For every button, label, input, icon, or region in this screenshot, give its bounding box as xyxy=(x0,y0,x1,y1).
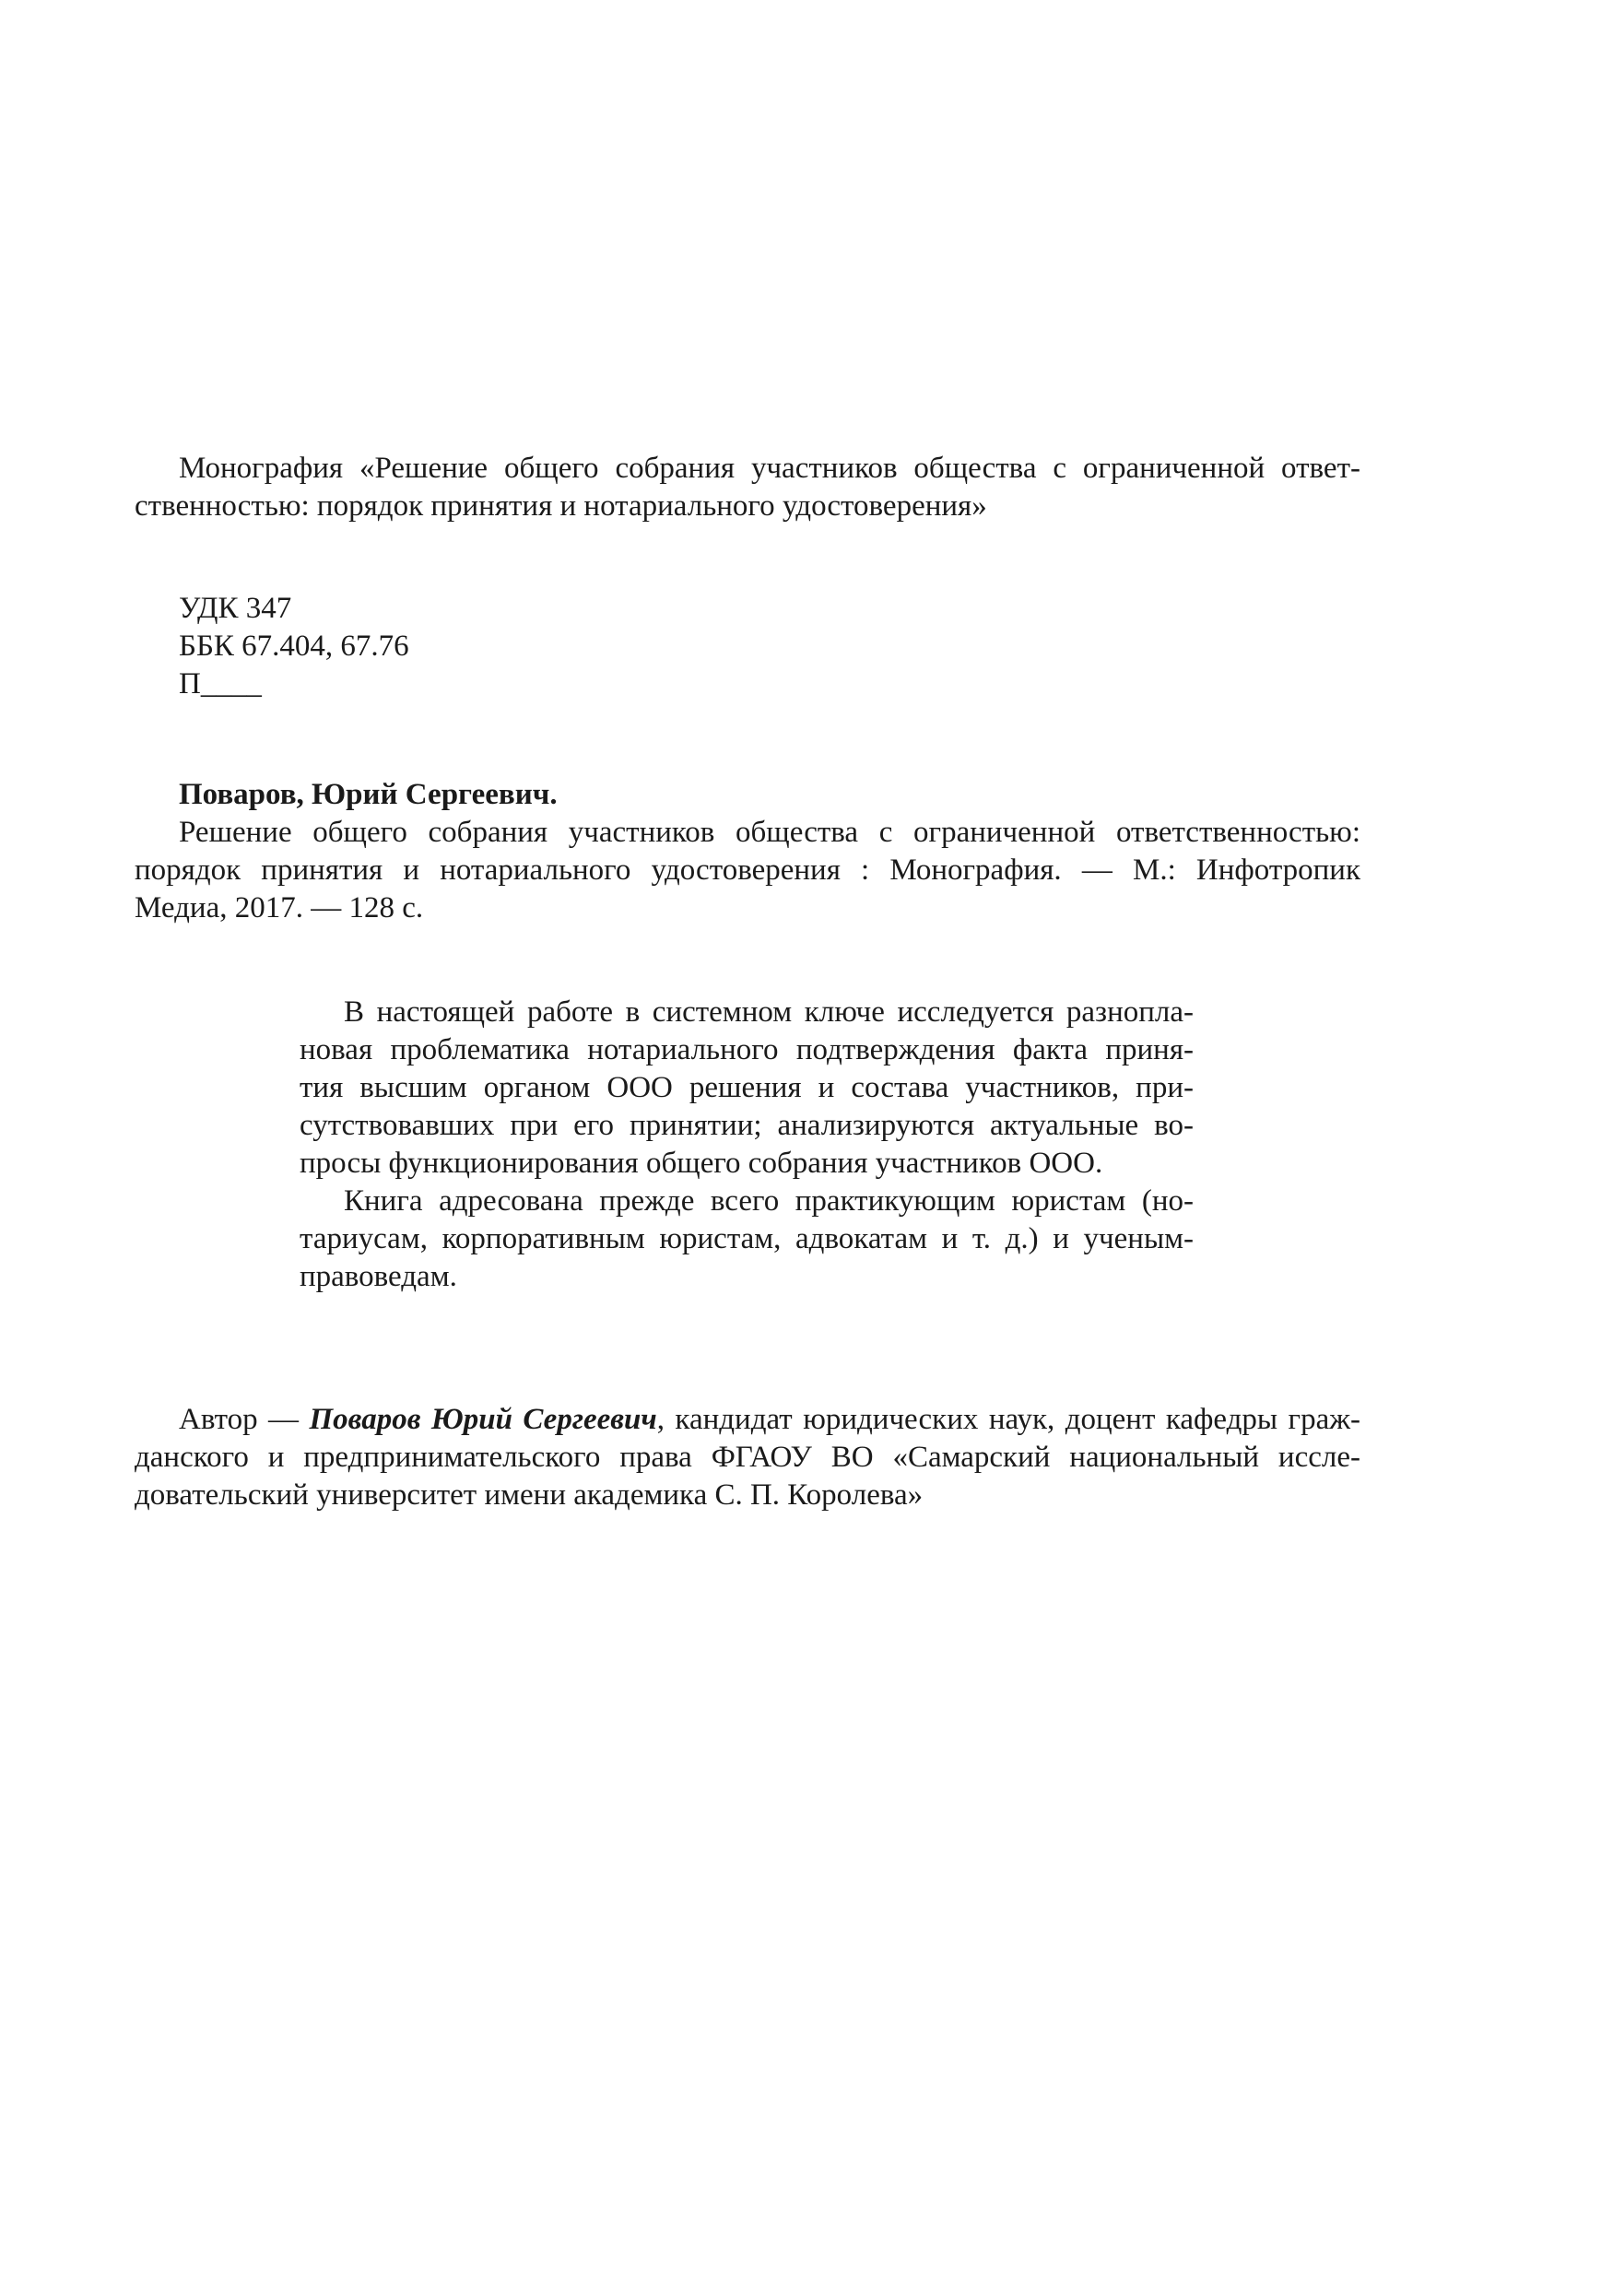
annotation-line: тия высшим органом ООО решения и состава участников, при- xyxy=(300,1071,1194,1104)
bib-entry-line: порядок принятия и нотариального удостоверения : Монография. — М.: Инфотропик xyxy=(135,854,1360,887)
monograph-note-line: Монография «Решение общего собрания участников общества с ограниченной ответ- xyxy=(179,452,1360,485)
bbk-code: ББК 67.404, 67.76 xyxy=(179,630,409,663)
annotation xyxy=(300,994,1194,1296)
author-note xyxy=(135,1401,1360,1514)
author-note-line xyxy=(135,1401,1360,1439)
monograph-note-line: ственностью: порядок принятия и нотариального удостоверения» xyxy=(135,489,987,523)
bib-entry-line: Решение общего собрания участников общества с ограниченной ответственностью: xyxy=(179,816,1360,849)
annotation-line: сутствовавших при его принятии; анализируются актуальные во- xyxy=(300,1109,1194,1142)
author-mark: П____ xyxy=(179,667,262,701)
classification-codes xyxy=(135,590,1360,703)
annotation-line: просы функционирования общего собрания участников ООО. xyxy=(300,1147,1103,1180)
annotation-line: Книга адресована прежде всего практикующим юристам (но- xyxy=(344,1184,1194,1218)
bib-entry-line: Медиа, 2017. — 128 с. xyxy=(135,891,424,924)
monograph-note xyxy=(135,450,1360,525)
author-note-rest: , кандидат юридических наук, доцент кафедры граж- xyxy=(656,1403,1361,1436)
annotation-line: тариусам, корпоративным юристам, адвокатам и т. д.) и ученым- xyxy=(300,1222,1194,1255)
author-note-line: довательский университет имени академика С. П. Королева» xyxy=(135,1478,924,1512)
annotation-line: В настоящей работе в системном ключе исследуется разнопла- xyxy=(344,995,1194,1029)
bibliographic-entry xyxy=(135,776,1360,927)
author-name: Поваров Юрий Сергеевич xyxy=(309,1403,657,1436)
annotation-line: правоведам. xyxy=(300,1260,457,1293)
author-note-line: данского и предпринимательского права ФГАОУ ВО «Самарский национальный иссле- xyxy=(135,1441,1360,1474)
bib-author-heading: Поваров, Юрий Сергеевич. xyxy=(179,778,558,811)
annotation-line: новая проблематика нотариального подтверждения факта приня- xyxy=(300,1033,1194,1066)
udk-code: УДК 347 xyxy=(179,592,292,625)
author-note-prefix: Автор — xyxy=(179,1403,310,1436)
